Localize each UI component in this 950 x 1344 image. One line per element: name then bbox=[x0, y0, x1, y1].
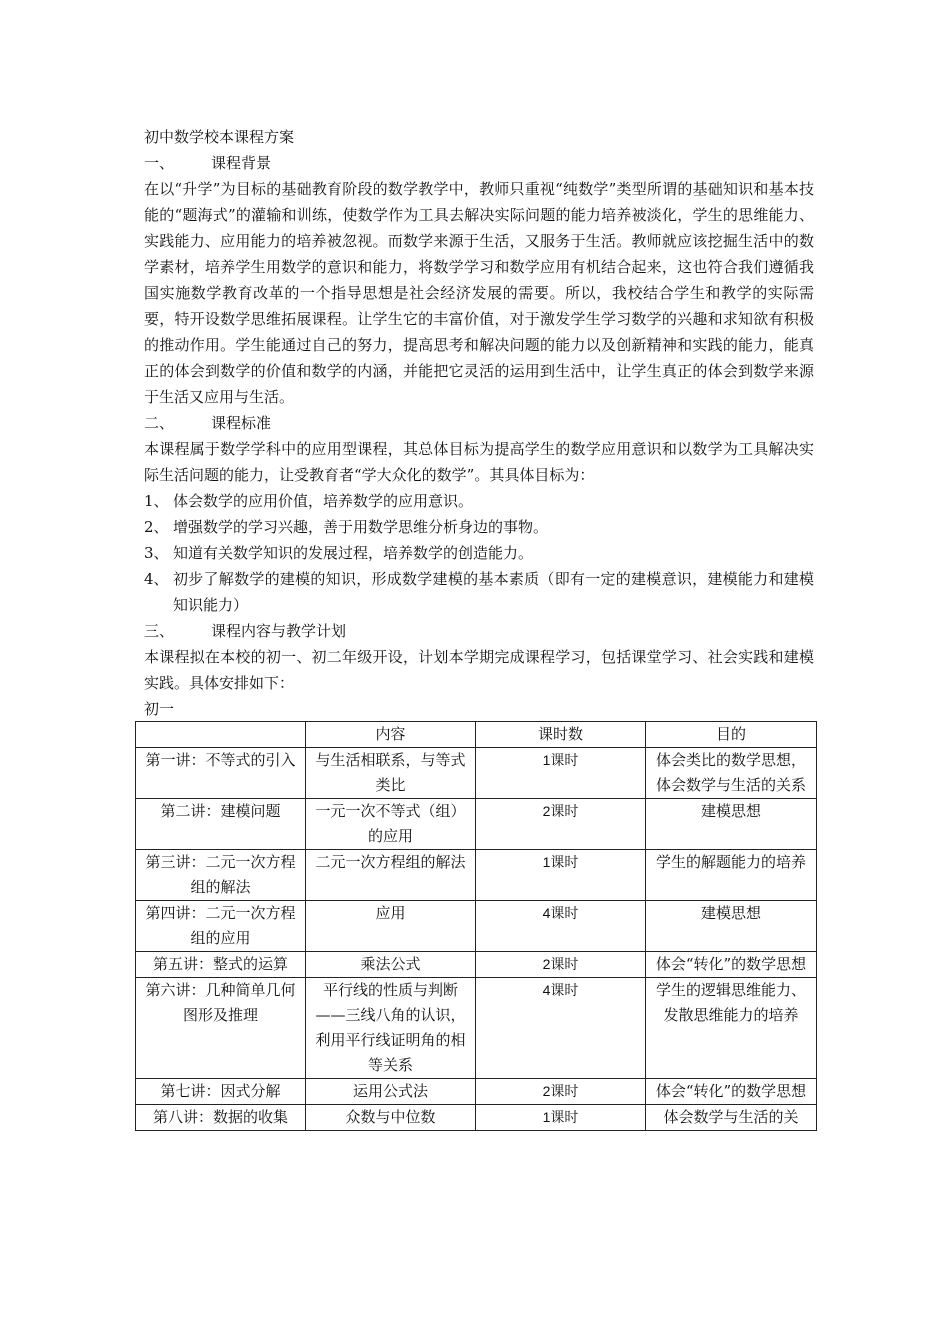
goal-text: 增强数学的学习兴趣，善于用数学思维分析身边的事物。 bbox=[173, 518, 549, 536]
goal-list-item bbox=[144, 540, 814, 566]
content-cell: 乘法公式 bbox=[306, 952, 476, 978]
hours-cell: 2课时 bbox=[476, 799, 646, 850]
goal-number: 4、 bbox=[144, 570, 169, 588]
goal-list-item bbox=[144, 514, 814, 540]
header-cell: 目的 bbox=[646, 722, 817, 748]
goal-text: 初步了解数学的建模的知识，形成数学建模的基本素质（即有一定的建模意识，建模能力和建模知识能力） bbox=[173, 570, 814, 614]
lecture-cell: 第五讲：整式的运算 bbox=[136, 952, 306, 978]
lecture-cell: 第六讲：几种简单几何图形及推理 bbox=[136, 978, 306, 1079]
hours-cell: 4课时 bbox=[476, 901, 646, 952]
content-cell: 与生活相联系，与等式类比 bbox=[306, 748, 476, 799]
background-paragraph: 在以“升学”为目标的基础教育阶段的数学教学中，教师只重视“纯数学”类型所谓的基础知识和基本技能的“题海式”的灌输和训练，使数学作为工具去解决实际问题的能力培养被淡化，学生的思维能力、实践能力、应用能力的培养被忽视。而数学来源于生活，又服务于生活。教师就应该挖掘生活中的数学素材，培养学生用数学的意识和能力，将数学学习和数学应用有机结合起来，这也符合我们遵循我国实施数学教育改革的一个指导思想是社会经济发展的需要。所以，我校结合学生和教学的实际需要，特开设数学思维拓展课程。让学生它的丰富价值，对于激发学生学习数学的兴趣和求知欲有积极的推动作用。学生能通过自己的努力，提高思考和解决问题的能力以及创新精神和实践的能力，能真正的体会到数学的价值和数学的内涵，并能把它灵活的运用到生活中，让学生真正的体会到数学来源于生活又应用与生活。 bbox=[144, 180, 814, 406]
goal-text: 知道有关数学知识的发展过程，培养数学的创造能力。 bbox=[173, 544, 534, 562]
header-cell: 内容 bbox=[306, 722, 476, 748]
hours-cell: 1课时 bbox=[476, 1105, 646, 1131]
goal-number: 1、 bbox=[144, 492, 169, 510]
document-body bbox=[144, 124, 814, 722]
purpose-cell: 体会“转化”的数学思想 bbox=[646, 1079, 817, 1105]
standard-paragraph: 本课程属于数学学科中的应用型课程，其总体目标为提高学生的数学应用意识和以数学为工具解决实际生活问题的能力，让受教育者“学大众化的数学”。其具体目标为： bbox=[144, 440, 814, 484]
hours-cell: 1课时 bbox=[476, 748, 646, 799]
purpose-cell: 学生的逻辑思维能力、发散思维能力的培养 bbox=[646, 978, 817, 1079]
document-title: 初中数学校本课程方案 bbox=[144, 128, 295, 146]
purpose-cell: 体会数学与生活的关 bbox=[646, 1105, 817, 1131]
purpose-cell: 建模思想 bbox=[646, 901, 817, 952]
goal-number: 2、 bbox=[144, 518, 169, 536]
lecture-cell: 第三讲：二元一次方程组的解法 bbox=[136, 850, 306, 901]
lecture-cell: 第二讲：建模问题 bbox=[136, 799, 306, 850]
lecture-cell: 第八讲：数据的收集 bbox=[136, 1105, 306, 1131]
hours-cell: 4课时 bbox=[476, 978, 646, 1079]
purpose-cell: 体会“转化”的数学思想 bbox=[646, 952, 817, 978]
table-row bbox=[136, 1079, 817, 1105]
course-plan-table bbox=[135, 721, 817, 1131]
section-title: 课程背景 bbox=[211, 154, 272, 172]
lecture-cell: 第一讲：不等式的引入 bbox=[136, 748, 306, 799]
table-row bbox=[136, 850, 817, 901]
grade-label: 初一 bbox=[144, 700, 175, 718]
section-number: 一、 bbox=[144, 154, 175, 172]
purpose-cell: 学生的解题能力的培养 bbox=[646, 850, 817, 901]
table-row bbox=[136, 978, 817, 1079]
goal-list-item bbox=[144, 488, 814, 514]
section-heading-standard bbox=[144, 410, 814, 436]
hours-cell: 2课时 bbox=[476, 1079, 646, 1105]
goal-list-item bbox=[144, 566, 814, 618]
content-cell: 众数与中位数 bbox=[306, 1105, 476, 1131]
section-title: 课程标准 bbox=[211, 414, 272, 432]
table-header-row bbox=[136, 722, 817, 748]
table-row bbox=[136, 748, 817, 799]
section-number: 三、 bbox=[144, 622, 175, 640]
section-heading-background bbox=[144, 150, 814, 176]
page-bottom-margin bbox=[0, 1202, 950, 1344]
lecture-cell: 第四讲：二元一次方程组的应用 bbox=[136, 901, 306, 952]
purpose-cell: 体会类比的数学思想，体会数学与生活的关系 bbox=[646, 748, 817, 799]
table-row bbox=[136, 1105, 817, 1131]
table-row bbox=[136, 799, 817, 850]
content-cell: 一元一次不等式（组）的应用 bbox=[306, 799, 476, 850]
header-cell bbox=[136, 722, 306, 748]
content-paragraph: 本课程拟在本校的初一、初二年级开设，计划本学期完成课程学习，包括课堂学习、社会实践和建模实践。具体安排如下： bbox=[144, 648, 814, 692]
table-row bbox=[136, 901, 817, 952]
content-cell: 运用公式法 bbox=[306, 1079, 476, 1105]
hours-cell: 1课时 bbox=[476, 850, 646, 901]
header-cell: 课时数 bbox=[476, 722, 646, 748]
section-heading-content bbox=[144, 618, 814, 644]
section-number: 二、 bbox=[144, 414, 175, 432]
lecture-cell: 第七讲：因式分解 bbox=[136, 1079, 306, 1105]
section-title: 课程内容与教学计划 bbox=[211, 622, 347, 640]
table-row bbox=[136, 952, 817, 978]
goal-number: 3、 bbox=[144, 544, 169, 562]
goal-text: 体会数学的应用价值，培养数学的应用意识。 bbox=[173, 492, 474, 510]
content-cell: 应用 bbox=[306, 901, 476, 952]
hours-cell: 2课时 bbox=[476, 952, 646, 978]
content-cell: 平行线的性质与判断——三线八角的认识，利用平行线证明角的相等关系 bbox=[306, 978, 476, 1079]
purpose-cell: 建模思想 bbox=[646, 799, 817, 850]
content-cell: 二元一次方程组的解法 bbox=[306, 850, 476, 901]
